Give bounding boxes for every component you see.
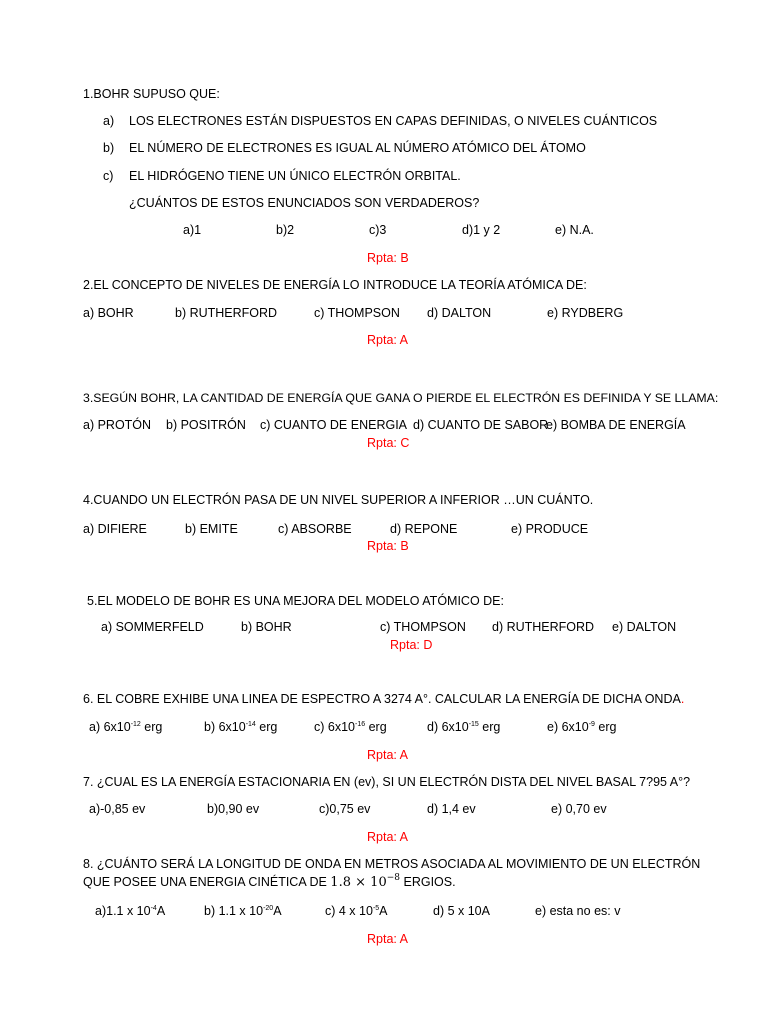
q1-option-e: e) N.A. (555, 223, 594, 237)
q7-option-a: a)-0,85 ev (89, 802, 146, 816)
q6-option-e: e) $6x10^{-9}$ erg (547, 720, 617, 734)
question-7-stem: 7. ¿CUAL ES LA ENERGÍA ESTACIONARIA EN (ev), SI UN ELECTRÓN DISTA DEL NIVEL BASAL 7?95 A°? (83, 775, 691, 789)
q5-option-e: e) DALTON (612, 620, 677, 634)
q5-option-c: c) THOMPSON (380, 620, 466, 634)
q3-option-e: e) BOMBA DE ENERGÍA (546, 418, 686, 432)
q8-option-d: d) 5 x 10A (433, 904, 490, 918)
q1-item-a-label: a) (103, 114, 115, 128)
q3-option-b: b) POSITRÓN (166, 418, 246, 432)
q6-answer: Rpta: A (367, 748, 408, 762)
q3-option-d: d) CUANTO DE SABOR (413, 418, 549, 432)
q1-item-b-label: b) (103, 141, 115, 155)
q2-option-d: d) DALTON (427, 306, 492, 320)
q5-option-b: b) BOHR (241, 620, 292, 634)
question-4-stem: 4.CUANDO UN ELECTRÓN PASA DE UN NIVEL SUPERIOR A INFERIOR …UN CUÁNTO. (83, 493, 594, 507)
q2-answer: Rpta: A (367, 333, 408, 347)
q1-item-c-label: c) (103, 169, 114, 183)
q2-option-e: e) RYDBERG (547, 306, 624, 320)
question-8-stem-line-2: QUE POSEE UNA ENERGIA CINÉTICA DE $1.8 \times 10^{-8}$ ERGIOS. (83, 873, 456, 890)
q7-option-b: b)0,90 ev (207, 802, 260, 816)
question-8-stem-line-1: 8. ¿CUÁNTO SERÁ LA LONGITUD DE ONDA EN METROS ASOCIADA AL MOVIMIENTO DE UN ELECTRÓN (83, 857, 701, 871)
q4-option-c: c) ABSORBE (278, 522, 352, 536)
q3-option-a: a) PROTÓN (83, 418, 152, 432)
q1-subquestion: ¿CUÁNTOS DE ESTOS ENUNCIADOS SON VERDADEROS? (129, 196, 480, 210)
q4-answer: Rpta: B (367, 539, 409, 553)
q8-option-b: b) 1.1 x $10^{-20}A$ (204, 904, 282, 918)
q7-answer: Rpta: A (367, 830, 408, 844)
q8-answer: Rpta: A (367, 932, 408, 946)
q8-option-e: e) esta no es: v (535, 904, 621, 918)
q6-option-d: d) $6x10^{-15}$ erg (427, 720, 501, 734)
q1-answer: Rpta: B (367, 251, 409, 265)
q1-option-d: d)1 y 2 (462, 223, 501, 237)
question-1-stem: 1.BOHR SUPUSO QUE: (83, 87, 220, 101)
q8-energy-expression: $1.8 \times 10^{-8}$ (330, 873, 400, 890)
q1-option-c: c)3 (369, 223, 387, 237)
q7-option-c: c)0,75 ev (319, 802, 371, 816)
q1-item-c-text: EL HIDRÓGENO TIENE UN ÚNICO ELECTRÓN ORBITAL. (129, 169, 461, 183)
question-6-stem: 6. EL COBRE EXHIBE UNA LINEA DE ESPECTRO A 3274 A°. CALCULAR LA ENERGÍA DE DICHA ONDA. (83, 692, 685, 706)
q2-option-b: b) RUTHERFORD (175, 306, 278, 320)
q5-option-a: a) SOMMERFELD (101, 620, 204, 634)
question-3-stem: 3.SEGÚN BOHR, LA CANTIDAD DE ENERGÍA QUE GANA O PIERDE EL ELECTRÓN ES DEFINIDA Y SE LLAMA: (83, 391, 719, 405)
q4-option-e: e) PRODUCE (511, 522, 589, 536)
question-5-stem: 5.EL MODELO DE BOHR ES UNA MEJORA DEL MODELO ATÓMICO DE: (87, 594, 504, 608)
q6-option-c: c) $6x10^{-16}$ erg (314, 720, 387, 734)
q5-answer: Rpta: D (390, 638, 433, 652)
q7-option-d: d) 1,4 ev (427, 802, 476, 816)
q1-option-b: b)2 (276, 223, 295, 237)
q4-option-a: a) DIFIERE (83, 522, 147, 536)
q4-option-d: d) REPONE (390, 522, 458, 536)
q1-option-a: a)1 (183, 223, 202, 237)
q8-option-c: c) 4 x $10^{-5}A$ (325, 904, 388, 918)
q2-option-c: c) THOMPSON (314, 306, 400, 320)
q2-option-a: a) BOHR (83, 306, 134, 320)
q8-option-a: a)1.1 x $10^{-4}A$ (95, 904, 166, 918)
q1-item-b-text: EL NÚMERO DE ELECTRONES ES IGUAL AL NÚMERO ATÓMICO DEL ÁTOMO (129, 141, 586, 155)
q4-option-b: b) EMITE (185, 522, 238, 536)
q7-option-e: e) 0,70 ev (551, 802, 607, 816)
question-2-stem: 2.EL CONCEPTO DE NIVELES DE ENERGÍA LO INTRODUCE LA TEORÍA ATÓMICA DE: (83, 278, 587, 292)
q5-option-d: d) RUTHERFORD (492, 620, 595, 634)
q6-option-b: b) $6x10^{-14}$ erg (204, 720, 278, 734)
q3-option-c: c) CUANTO DE ENERGIA (260, 418, 408, 432)
q1-item-a-text: LOS ELECTRONES ESTÁN DISPUESTOS EN CAPAS DEFINIDAS, O NIVELES CUÁNTICOS (129, 114, 658, 128)
q6-option-a: a) $6x10^{-12}$ erg (89, 720, 163, 734)
q3-answer: Rpta: C (367, 436, 410, 450)
